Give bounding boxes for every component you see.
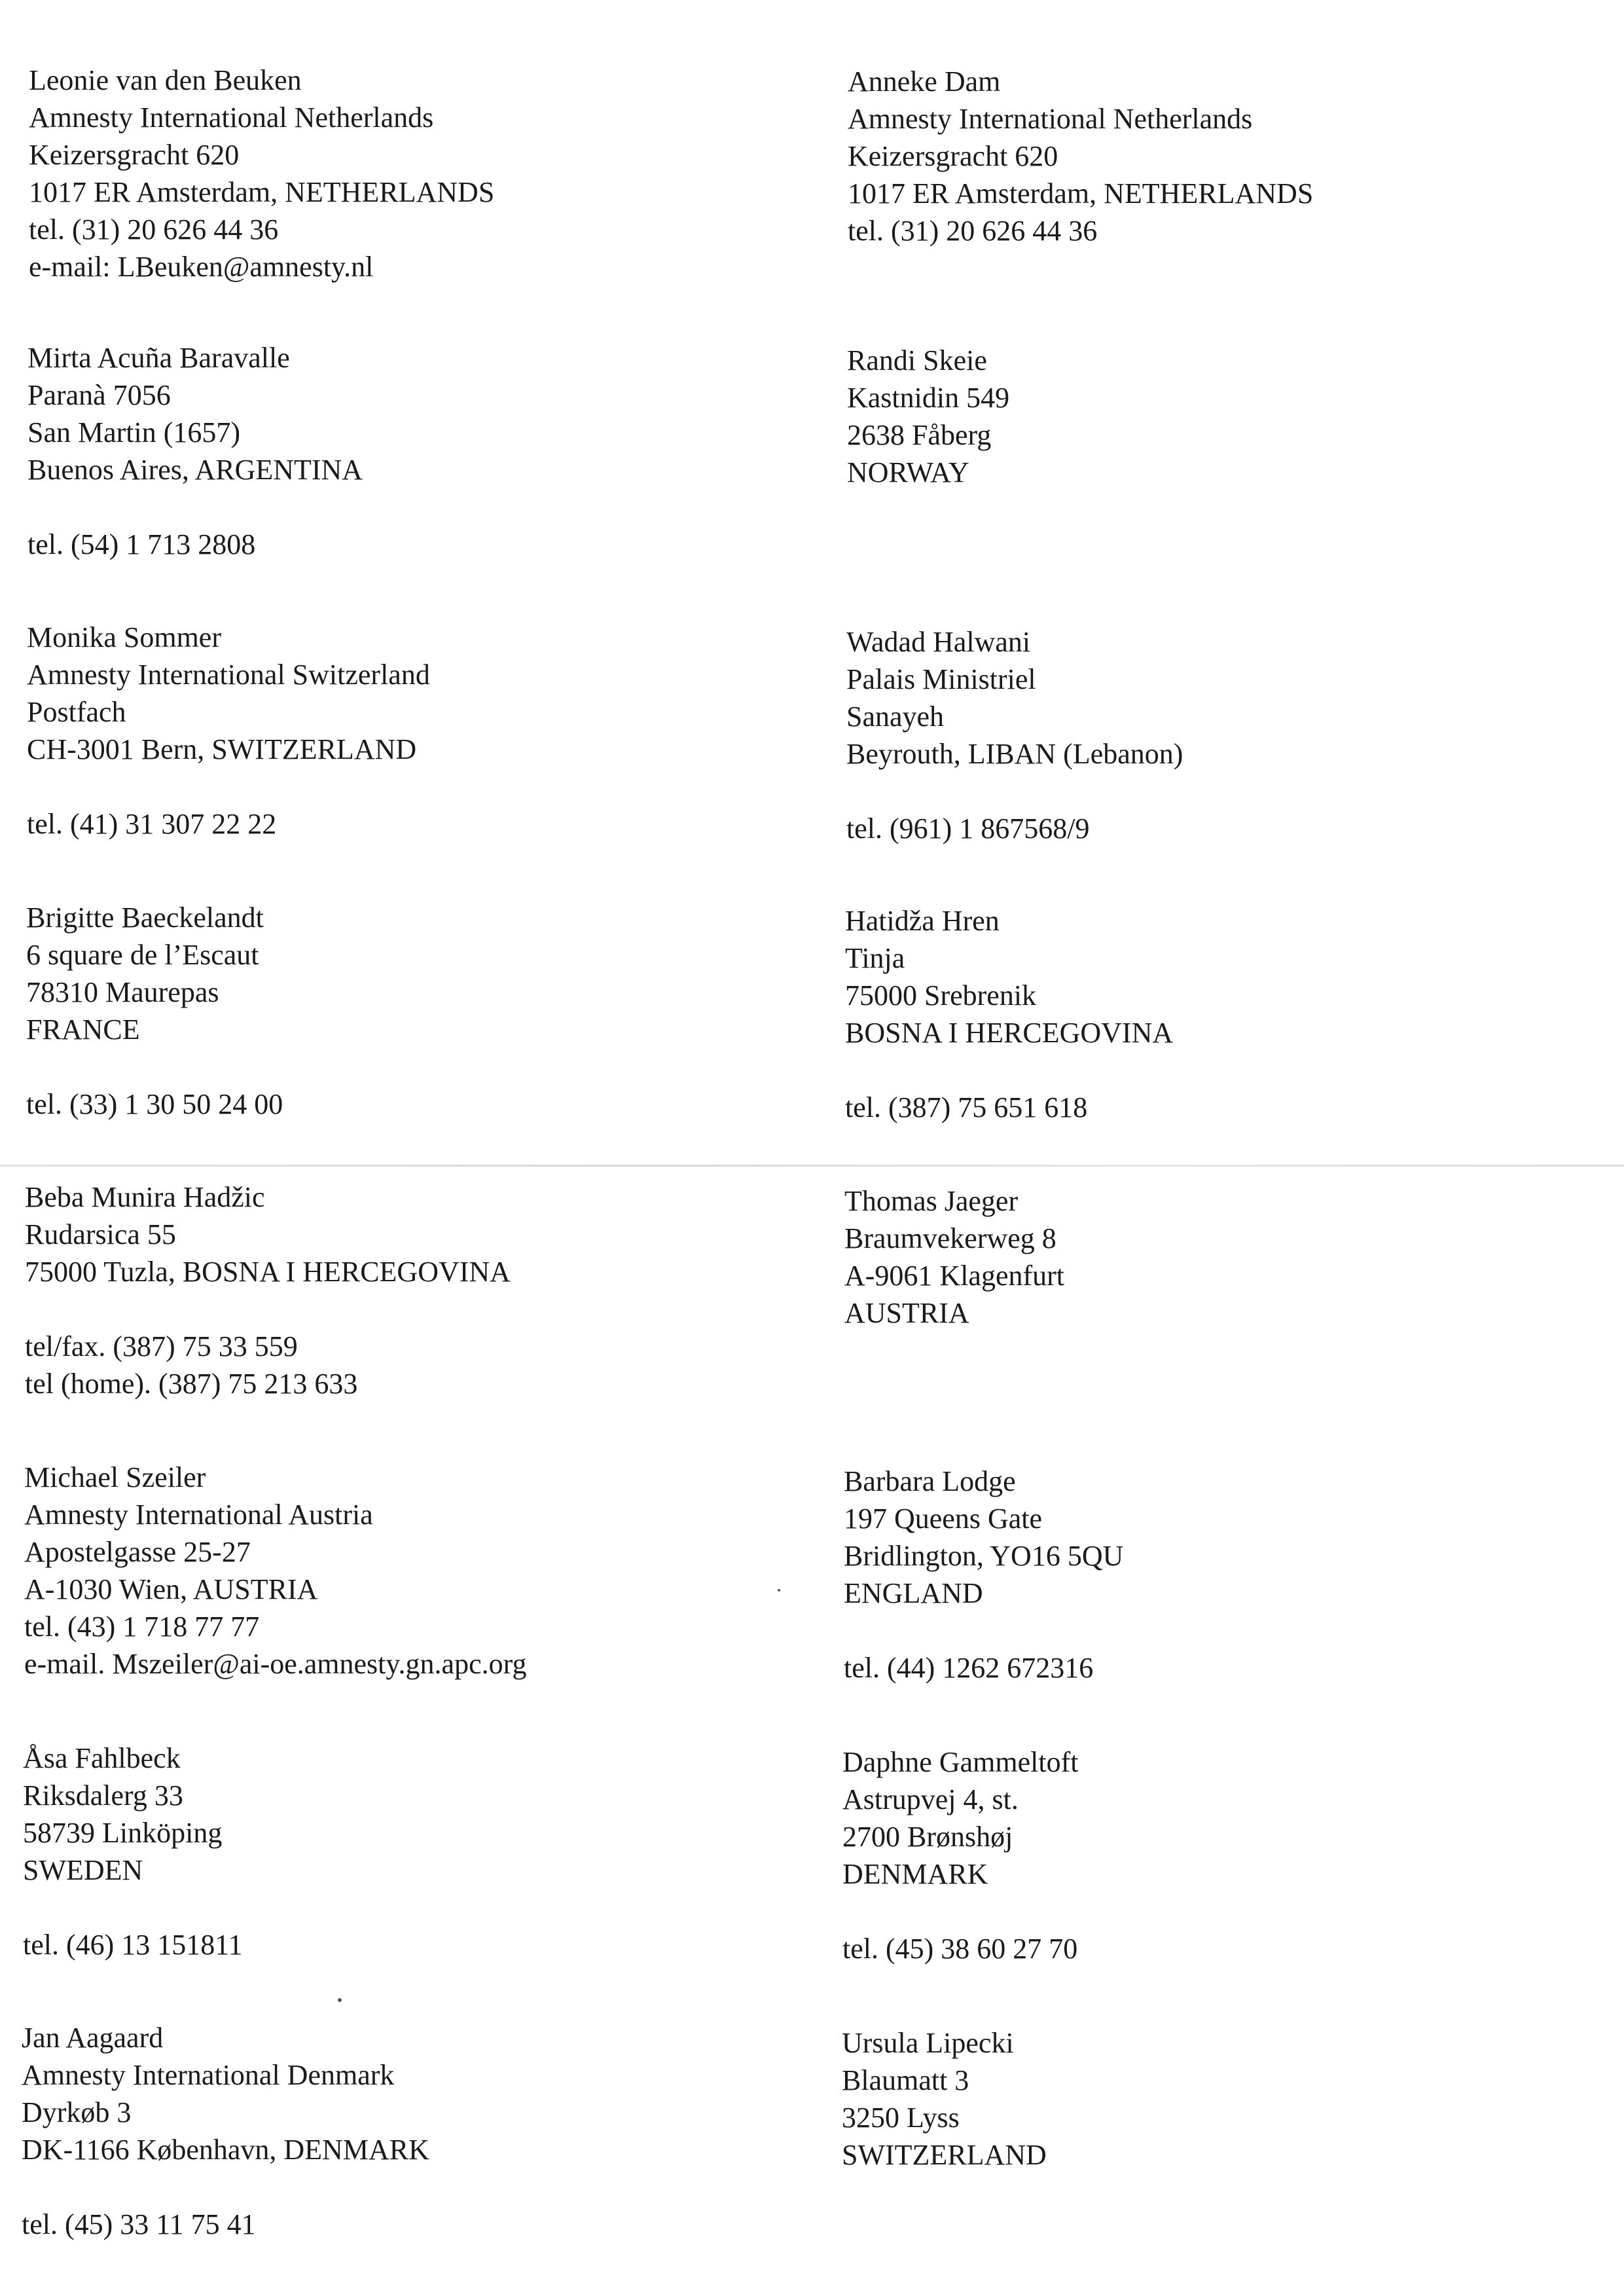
contact-line: SWITZERLAND	[842, 2139, 1047, 2171]
contact-line: 75000 Tuzla, BOSNA I HERCEGOVINA	[25, 1256, 511, 1288]
contact-line: DENMARK	[842, 1858, 988, 1890]
contact-name: Anneke Dam	[848, 65, 1001, 98]
contact-line: BOSNA I HERCEGOVINA	[845, 1017, 1174, 1049]
contact-line: Braumvekerweg 8	[844, 1222, 1056, 1254]
contact-name: Randi Skeie	[847, 344, 987, 376]
contact-line: Riksdalerg 33	[23, 1779, 183, 1812]
contact-phone: tel. (44) 1262 672316	[844, 1652, 1094, 1684]
contact-line: Beyrouth, LIBAN (Lebanon)	[846, 738, 1183, 770]
contact-name: Wadad Halwani	[846, 626, 1031, 658]
paper-fold-line	[0, 1165, 1624, 1167]
contact-line: Amnesty International Switzerland	[27, 659, 430, 691]
contact-phone: tel. (46) 13 151811	[23, 1929, 243, 1961]
contact-phone: tel. (45) 33 11 75 41	[22, 2208, 256, 2240]
contact-line: Blaumatt 3	[842, 2064, 969, 2096]
contact-entry	[26, 899, 746, 1123]
contact-line: NORWAY	[847, 456, 969, 488]
contact-name: Ursula Lipecki	[842, 2027, 1014, 2059]
contact-line: Astrupvej 4, st.	[842, 1783, 1019, 1815]
contact-line: FRANCE	[26, 1013, 140, 1046]
contact-line: Palais Ministriel	[846, 663, 1036, 695]
contact-phone: tel. (961) 1 867568/9	[846, 812, 1090, 845]
contact-phone: tel. (33) 1 30 50 24 00	[26, 1088, 283, 1120]
contact-name: Hatidža Hren	[845, 905, 1000, 937]
contact-line: 6 square de l’Escaut	[26, 939, 259, 971]
contact-line: Tinja	[845, 942, 905, 974]
contact-entry	[844, 1182, 1564, 1332]
contact-line: 1017 ER Amsterdam, NETHERLANDS	[29, 176, 495, 208]
contact-entry	[22, 2019, 742, 2243]
contact-entry	[25, 1178, 745, 1402]
contact-line: 197 Queens Gate	[844, 1503, 1043, 1535]
contact-line: 75000 Srebrenik	[845, 979, 1037, 1011]
contact-line: DK-1166 København, DENMARK	[22, 2134, 429, 2166]
contact-line: ENGLAND	[844, 1577, 983, 1609]
contact-line: e-mail. Mszeiler@ai-oe.amnesty.gn.apc.org	[24, 1648, 527, 1680]
contact-phone: tel. (54) 1 713 2808	[27, 528, 256, 560]
contact-entry	[23, 1740, 743, 1963]
contact-phone: tel. (41) 31 307 22 22	[27, 808, 277, 840]
contact-entry	[27, 619, 747, 843]
contact-name: Monika Sommer	[27, 621, 221, 653]
scan-speck	[778, 1589, 780, 1592]
contact-line: Keizersgracht 620	[29, 139, 240, 171]
contact-line: Kastnidin 549	[847, 382, 1010, 414]
contact-line: Sanayeh	[846, 701, 945, 733]
contact-entry	[24, 1459, 744, 1683]
contact-line: Paranà 7056	[27, 379, 171, 411]
contact-line: Amnesty International Austria	[24, 1499, 373, 1531]
contact-line: 58739 Linköping	[23, 1817, 223, 1849]
contact-line: tel. (43) 1 718 77 77	[24, 1611, 260, 1643]
contact-name: Brigitte Baeckelandt	[26, 902, 264, 934]
contact-entry	[27, 339, 748, 563]
contact-line: tel. (31) 20 626 44 36	[848, 215, 1098, 247]
contact-name: Jan Aagaard	[22, 2022, 164, 2054]
contact-entry	[846, 623, 1566, 847]
contact-line: CH-3001 Bern, SWITZERLAND	[27, 733, 417, 765]
contact-entry	[29, 62, 749, 285]
contact-name: Thomas Jaeger	[844, 1185, 1019, 1217]
contact-line: 1017 ER Amsterdam, NETHERLANDS	[848, 177, 1314, 210]
contact-line: tel. (31) 20 626 44 36	[29, 213, 279, 246]
contact-entry	[844, 1463, 1564, 1686]
contact-line: 78310 Maurepas	[26, 976, 219, 1008]
contact-name: Åsa Fahlbeck	[23, 1742, 181, 1774]
contact-name: Leonie van den Beuken	[29, 64, 302, 96]
contact-phone: tel. (387) 75 651 618	[845, 1091, 1088, 1123]
contact-line: Amnesty International Netherlands	[29, 101, 434, 134]
contact-entry	[842, 2024, 1562, 2174]
contact-line: Amnesty International Denmark	[22, 2059, 395, 2091]
contact-line: Buenos Aires, ARGENTINA	[27, 454, 363, 486]
contact-name: Beba Munira Hadžic	[25, 1181, 265, 1213]
contact-line: Rudarsica 55	[25, 1218, 176, 1250]
contact-phone: tel/fax. (387) 75 33 559	[25, 1330, 298, 1362]
contact-line: Amnesty International Netherlands	[848, 103, 1253, 135]
contact-name: Barbara Lodge	[844, 1465, 1016, 1497]
contact-name: Mirta Acuña Baravalle	[27, 342, 290, 374]
contact-name: Daphne Gammeltoft	[842, 1746, 1079, 1778]
contact-line: A-1030 Wien, AUSTRIA	[24, 1573, 318, 1605]
contact-name: Michael Szeiler	[24, 1461, 206, 1493]
contact-line: 2700 Brønshøj	[842, 1821, 1013, 1853]
contact-line: AUSTRIA	[844, 1297, 969, 1329]
contact-line: Postfach	[27, 696, 126, 728]
contact-phone: tel. (45) 38 60 27 70	[842, 1933, 1078, 1965]
scan-speck	[338, 1998, 342, 2002]
contact-line: 3250 Lyss	[842, 2102, 960, 2134]
contact-phone: tel (home). (387) 75 213 633	[25, 1368, 358, 1400]
contact-entry	[848, 63, 1568, 249]
contact-entry	[842, 1743, 1562, 1967]
contact-line: e-mail: LBeuken@amnesty.nl	[29, 251, 374, 283]
contact-line: Apostelgasse 25-27	[24, 1536, 251, 1568]
contact-line: SWEDEN	[23, 1854, 143, 1886]
contact-line: Dyrkøb 3	[22, 2096, 132, 2128]
contact-line: San Martin (1657)	[27, 416, 241, 448]
contact-line: 2638 Fåberg	[847, 419, 992, 451]
contact-line: Keizersgracht 620	[848, 140, 1058, 172]
contact-line: Bridlington, YO16 5QU	[844, 1540, 1124, 1572]
contact-entry	[845, 902, 1565, 1126]
contact-line: A-9061 Klagenfurt	[844, 1260, 1065, 1292]
contact-entry	[847, 342, 1567, 491]
